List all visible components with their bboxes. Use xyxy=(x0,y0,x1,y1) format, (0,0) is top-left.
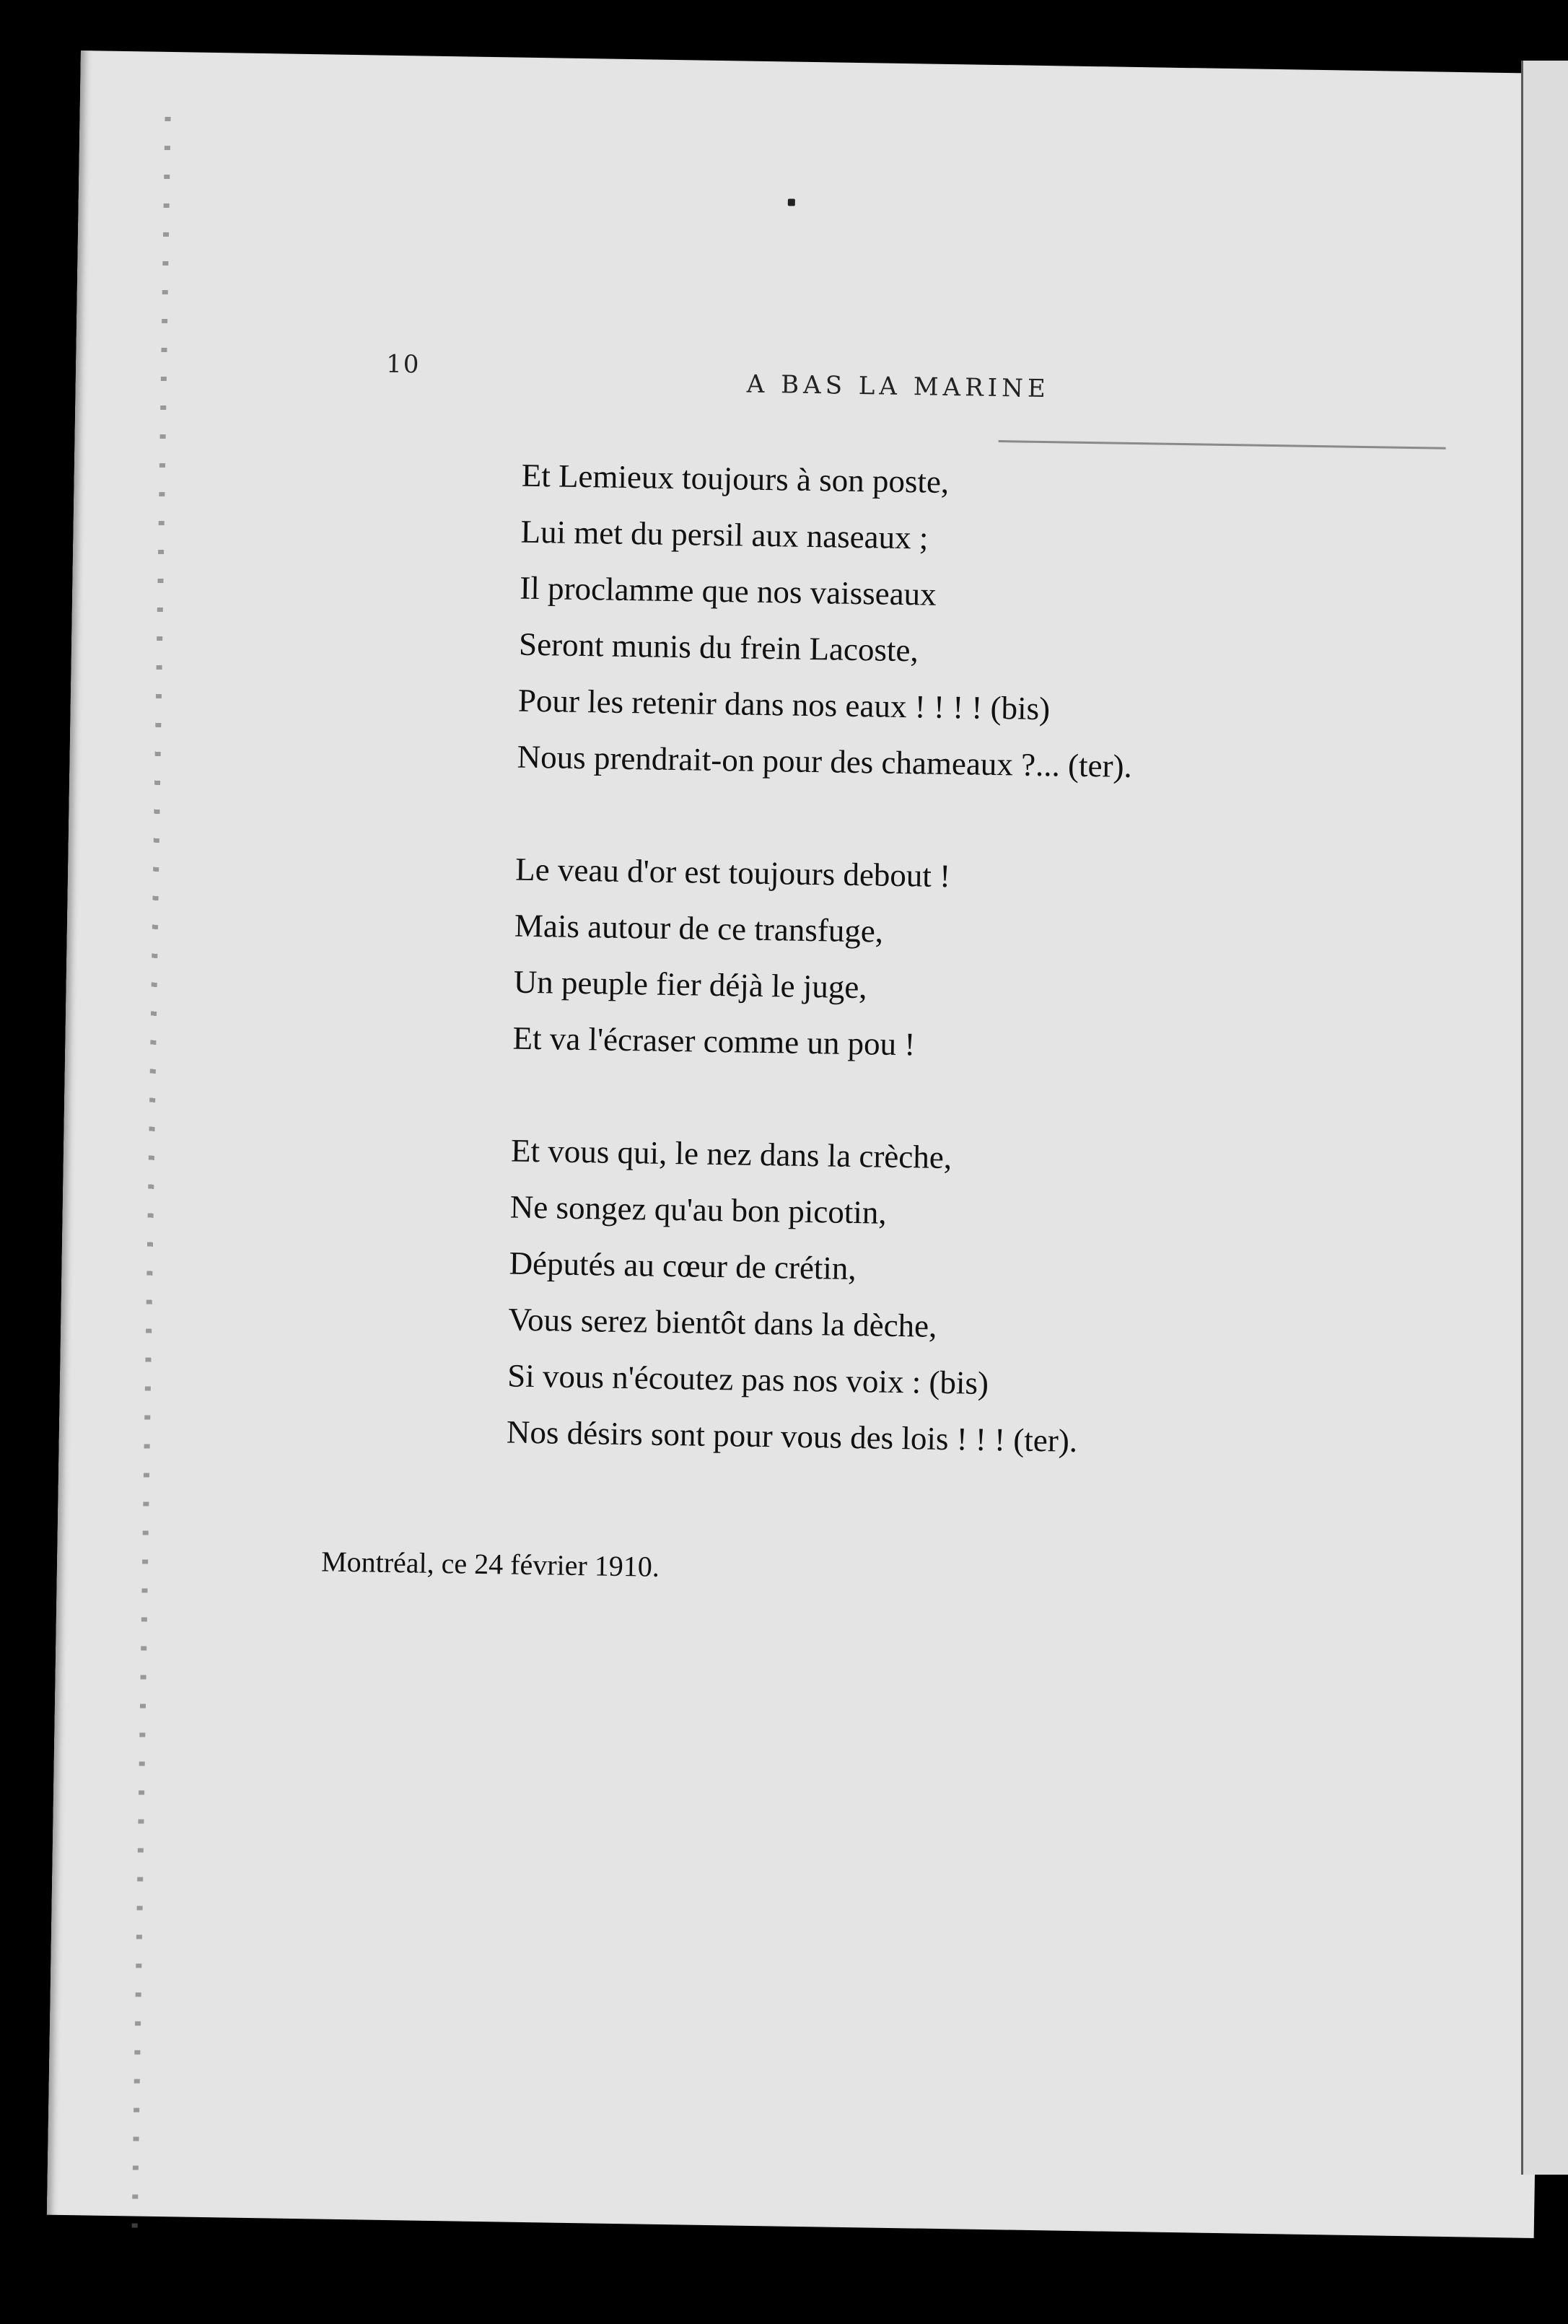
poem-line: Ne songez qu'au bon picotin, xyxy=(509,1188,887,1231)
poem-line: Il proclamme que nos vaisseaux xyxy=(519,569,937,613)
poem-line: Nos désirs sont pour vous des lois ! ! ! (ter). xyxy=(506,1413,1078,1459)
poem-line: Seront munis du frein Lacoste, xyxy=(518,626,919,669)
next-page-edge xyxy=(1521,61,1568,2175)
poem xyxy=(505,447,1136,1526)
book-page xyxy=(47,51,1568,2238)
stanza-2 xyxy=(512,841,1131,1076)
poem-line: Un peuple fier déjà le juge, xyxy=(513,963,867,1006)
poem-line: Mais autour de ce transfuge, xyxy=(514,907,884,950)
stanza-1 xyxy=(517,447,1136,794)
ink-speck xyxy=(788,198,795,206)
poem-line: Pour les retenir dans nos eaux ! ! ! ! (bis) xyxy=(517,682,1051,727)
running-title: A BAS LA MARINE xyxy=(746,369,1051,404)
poem-line: Et vous qui, le nez dans la crèche, xyxy=(510,1132,952,1176)
poem-line: Et va l'écraser comme un pou ! xyxy=(512,1020,916,1063)
poem-line: Vous serez bientôt dans la dèche, xyxy=(508,1301,937,1344)
poem-line: Députés au cœur de crétin, xyxy=(509,1245,857,1287)
poem-line: Lui met du persil aux naseaux ; xyxy=(520,513,929,556)
spine-edge xyxy=(131,117,170,2245)
poem-line: Nous prendrait-on pour des chameaux ?... (ter). xyxy=(517,738,1133,785)
poem-line: Et Lemieux toujours à son poste, xyxy=(521,457,950,500)
header-rule xyxy=(999,440,1446,450)
page-number: 10 xyxy=(385,349,421,380)
stanza-3 xyxy=(506,1123,1126,1470)
poem-line: Le veau d'or est toujours debout ! xyxy=(514,851,951,895)
poem-line: Si vous n'écoutez pas nos voix : (bis) xyxy=(507,1357,989,1401)
place-date-signature: Montréal, ce 24 février 1910. xyxy=(320,1545,660,1583)
